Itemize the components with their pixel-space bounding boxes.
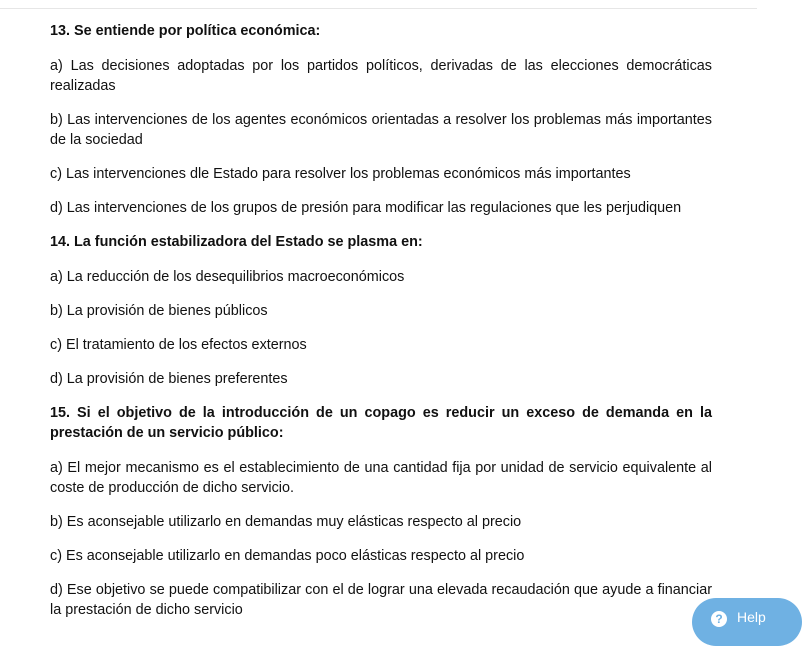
answer-option-c: c) Las intervenciones dle Estado para resolver los problemas económicos más importantes	[50, 166, 631, 182]
top-divider	[0, 8, 757, 9]
question-13	[50, 21, 712, 218]
answer-option-a: a) Las decisiones adoptadas por los partidos políticos, derivadas de las elecciones democráticas realizadas	[50, 58, 712, 94]
help-button[interactable]	[692, 598, 802, 646]
document-body	[50, 21, 712, 634]
answer-option-b: b) Las intervenciones de los agentes económicos orientadas a resolver los problemas más importantes de la sociedad	[50, 112, 712, 148]
answer-option-b: b) La provisión de bienes públicos	[50, 303, 268, 319]
question-icon: ?	[711, 611, 727, 627]
answer-option-d: d) Ese objetivo se puede compatibilizar con el de lograr una elevada recaudación que ayude a financiar la prestación de dicho servicio	[50, 582, 712, 618]
question-title: 13. Se entiende por política económica:	[50, 23, 321, 39]
answer-option-a: a) La reducción de los desequilibrios macroeconómicos	[50, 269, 405, 285]
question-title: 15. Si el objetivo de la introducción de un copago es reducir un exceso de demanda en la prestación de un servicio público:	[50, 405, 712, 441]
answer-option-d: d) La provisión de bienes preferentes	[50, 371, 288, 387]
answer-option-c: c) El tratamiento de los efectos externos	[50, 337, 307, 353]
answer-option-d: d) Las intervenciones de los grupos de presión para modificar las regulaciones que les perjudiquen	[50, 200, 682, 216]
answer-option-b: b) Es aconsejable utilizarlo en demandas muy elásticas respecto al precio	[50, 514, 522, 530]
question-14	[50, 232, 712, 389]
answer-option-c: c) Es aconsejable utilizarlo en demandas poco elásticas respecto al precio	[50, 548, 525, 564]
question-title: 14. La función estabilizadora del Estado se plasma en:	[50, 234, 423, 250]
answer-option-a: a) El mejor mecanismo es el establecimiento de una cantidad fija por unidad de servicio equivalente al coste de producción de dicho servicio.	[50, 460, 712, 496]
help-label: Help	[737, 609, 766, 625]
question-15	[50, 403, 712, 620]
